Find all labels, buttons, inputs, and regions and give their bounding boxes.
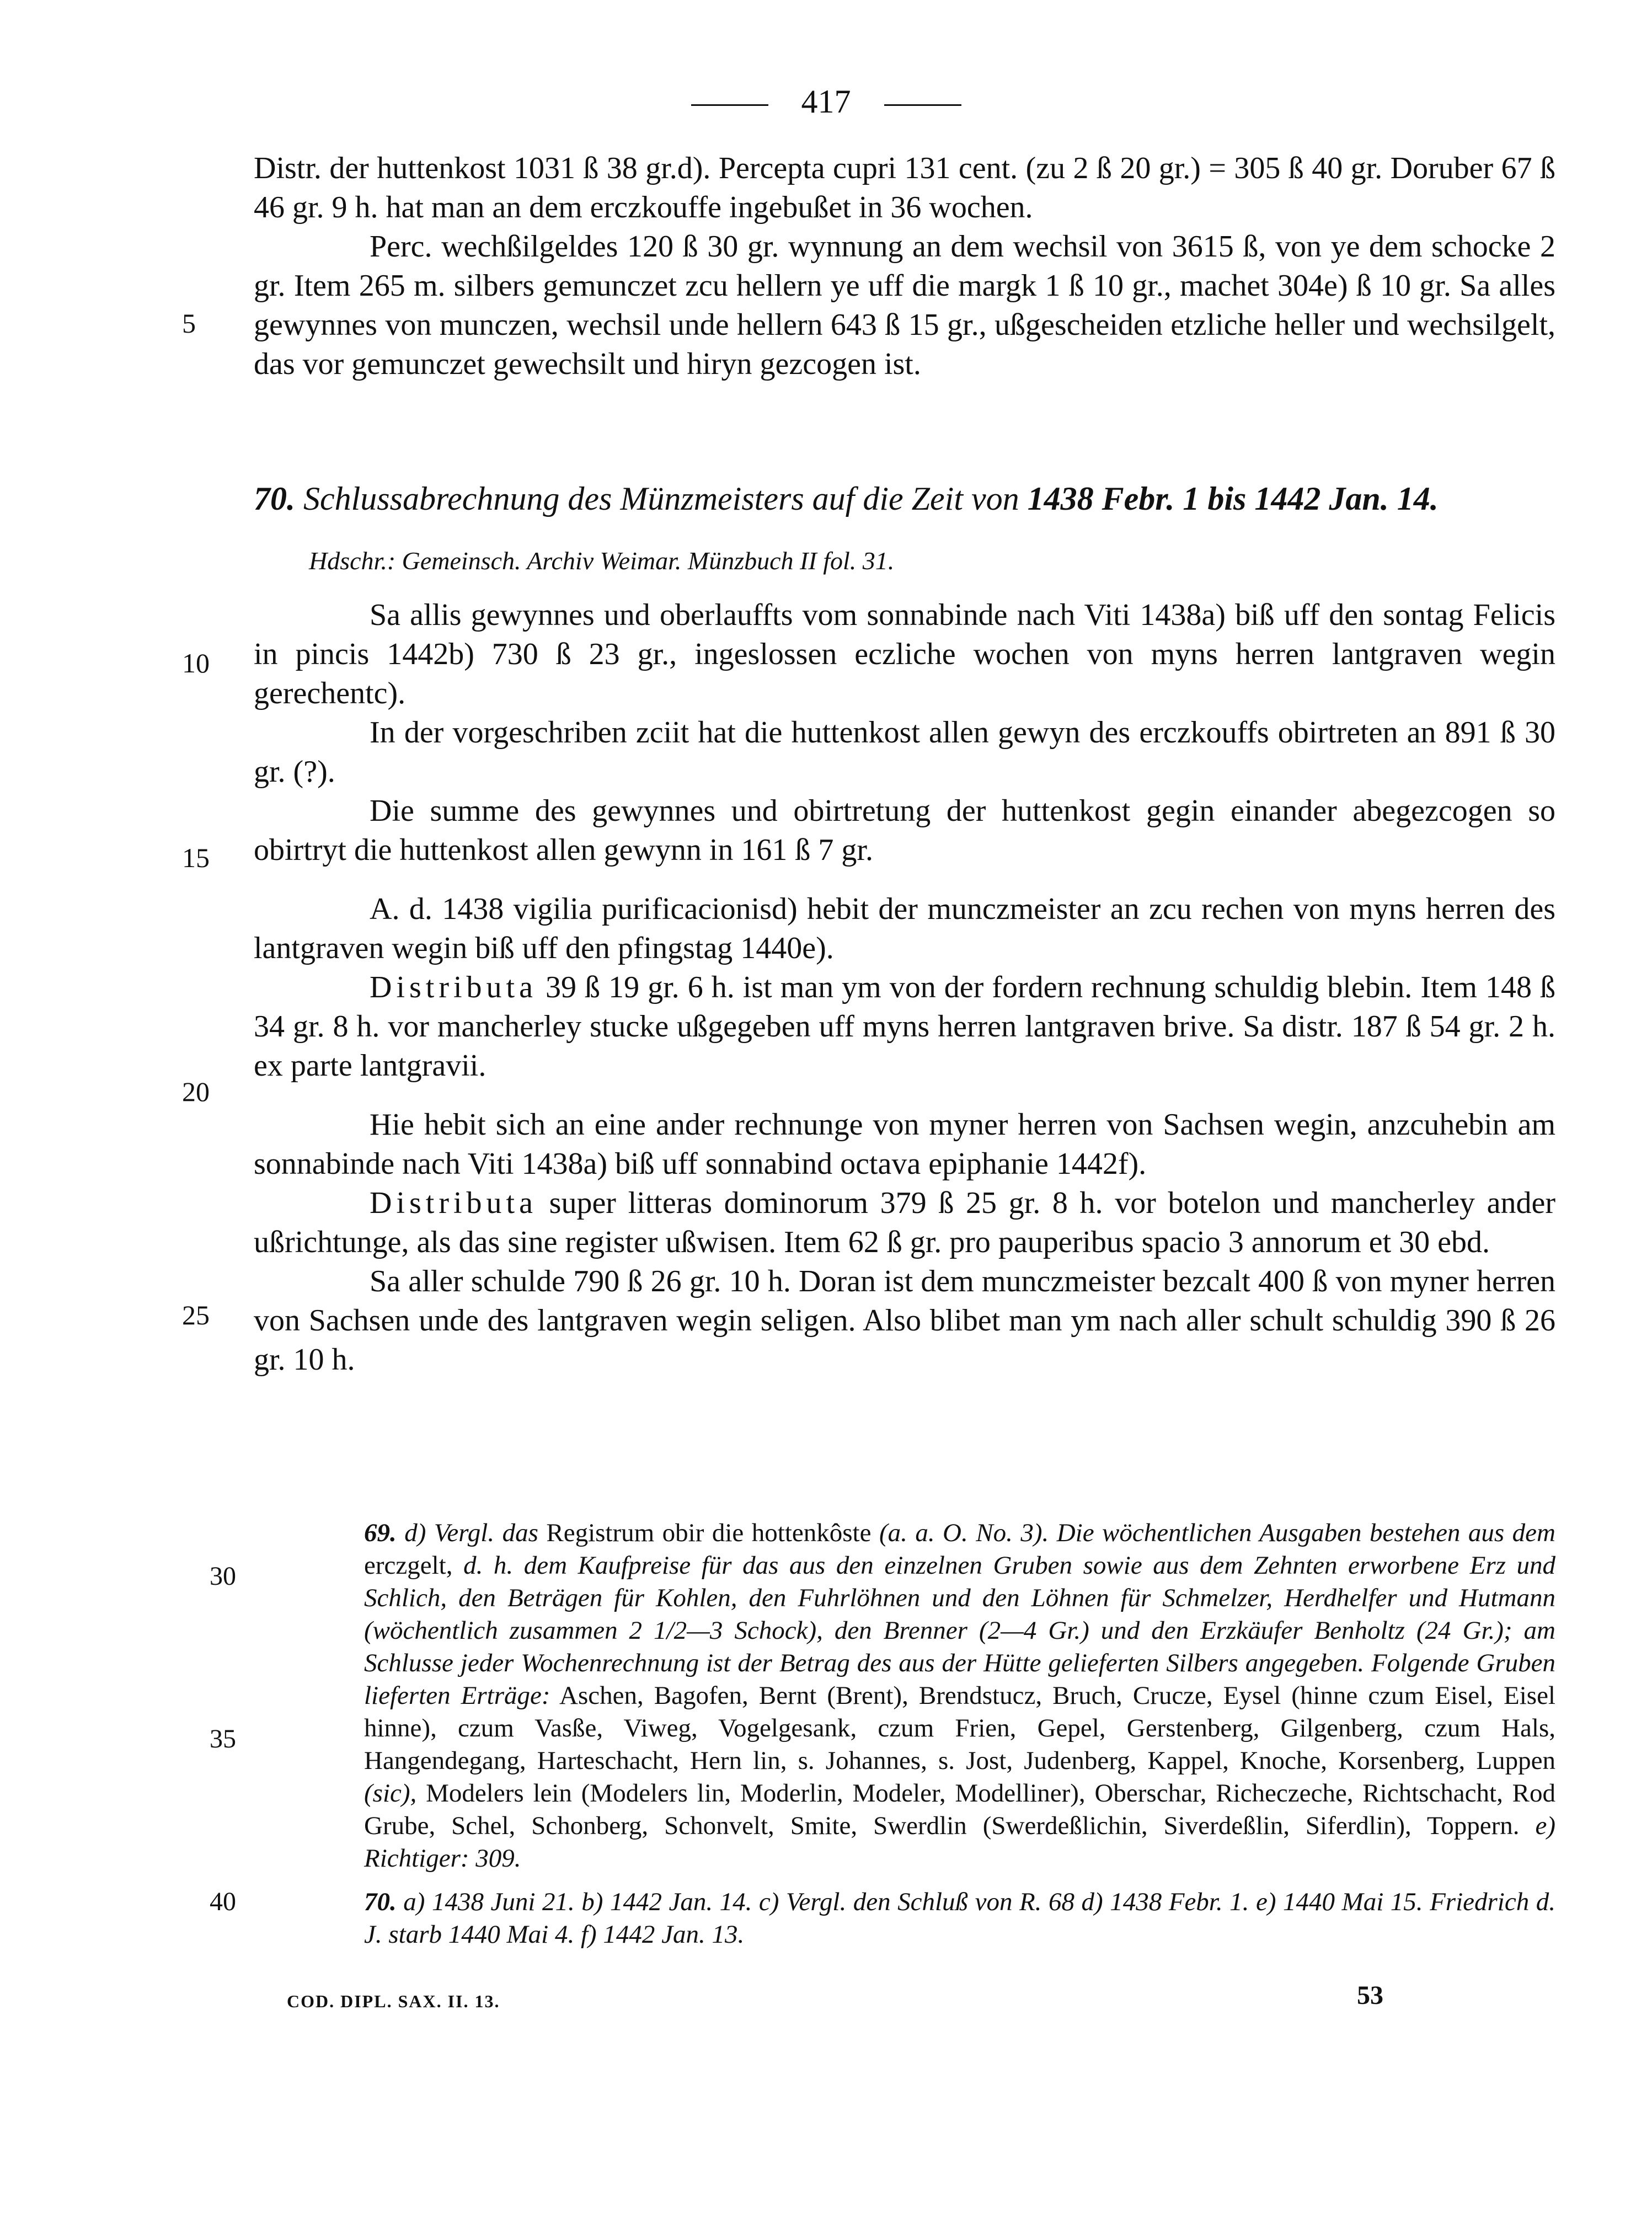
line-number: 20 [182, 1076, 210, 1107]
note-line-number: 40 [210, 1887, 236, 1916]
page-number: 417 [801, 83, 851, 120]
entry-number: 70. [254, 480, 295, 517]
entry-title-dates: 1438 Febr. 1 bis 1442 Jan. 14. [1027, 480, 1439, 517]
entry-paragraph-3: Die summe des gewynnes und obirtretung der huttenkost gegin einander abegezcogen so obirtryt die huttenkost allen gewynn in 161 ß 7 gr. [254, 794, 1555, 867]
manuscript-source: Hdschr.: Gemeinsch. Archiv Weimar. Münzbuch II fol. 31. [309, 547, 895, 575]
series-title: COD. DIPL. SAX. II. 13. [287, 1991, 500, 2011]
footnote-70: 70. a) 1438 Juni 21. b) 1442 Jan. 14. c) Vergl. den Schluß von R. 68 d) 1438 Febr. 1. e) 1440 Mai 15. Friedrich d. J. starb 1440 Mai 4. f) 1442 Jan. 13. [364, 1888, 1555, 1949]
line-number: 5 [182, 308, 196, 339]
line-number: 25 [182, 1300, 210, 1330]
entry-title-text: Schlussabrechnung des Münzmeisters auf die Zeit von [303, 480, 1019, 517]
footnote-number: 69. [364, 1519, 397, 1547]
note-line-number: 30 [210, 1562, 236, 1591]
entry-paragraph-2: In der vorgeschriben zciit hat die huttenkost allen gewyn des erczkouffs obirtreten an 891 ß 30 gr. (?). [254, 715, 1555, 789]
header-rule-left [691, 104, 768, 106]
entry-paragraph-4: A. d. 1438 vigilia purificacionisd) hebit der munczmeister an zcu rechen von myns herren des lantgraven wegin biß uff den pfingstag 1440e). [254, 892, 1555, 965]
distributa-label: Distributa [370, 970, 537, 1004]
footnote-number: 70. [364, 1888, 397, 1916]
footnote-69: 69. d) Vergl. das Registrum obir die hottenkôste (a. a. O. No. 3). Die wöchentlichen Ausgaben bestehen aus dem erczgelt, d. h. dem Kaufpreise für das aus den einzelnen Gruben sowie aus dem Zehnten erworbene Erz und Schlich, den Beträgen für Kohlen, den Fuhrlöhnen und den Löhnen für Schmelzer, Herdhelfer und Hutmann (wöchentlich zusammen 2 1/2—3 Schock), den Brenner (2—4 Gr.) und den Erzkäufer Benholtz (24 Gr.); am Schlusse jeder Wochenrechnung ist der Betrag des aus der Hütte gelieferten Silbers angegeben. Folgende Gruben lieferten Erträge: Aschen, Bagofen, Bernt (Brent), Brendstucz, Bruch, Crucze, Eysel (hinne czum Eisel, Eisel hinne), czum Vasße, Viweg, Vogelgesank, czum Frien, Gepel, Gerstenberg, Gilgenberg, czum Hals, Hangendegang, Harteschacht, Hern lin, s. Johannes, s. Jost, Judenberg, Kappel, Knoche, Korsenberg, Luppen (sic), Modelers lein (Modelers lin, Moderlin, Modeler, Modelliner), Oberschar, Richeczeche, Richtschacht, Rod Grube, Schel, Schonberg, Schonvelt, Smite, Swerdlin (Swerdeßlichin, Siverdeßlin, Siferdlin), Toppern. e) Richtiger: 309. [364, 1519, 1556, 1873]
line-number: 15 [182, 842, 210, 873]
entry-paragraph-7-text: super litteras dominorum 379 ß 25 gr. 8 h. vor botelon und mancherley ander ußrichtunge, als das sine register ußwisen. Item 62 ß gr. pro pauperibus spacio 3 annorum et 30 ebd. [254, 1186, 1556, 1259]
continuation-paragraph-1: Distr. der huttenkost 1031 ß 38 gr.d). Percepta cupri 131 cent. (zu 2 ß 20 gr.) = 305 ß 40 gr. Doruber 67 ß 46 gr. 9 h. hat man an dem erczkouffe ingebußet in 36 wochen. [254, 151, 1555, 224]
footnotes [364, 1517, 1555, 1962]
continuation-text [254, 149, 1555, 384]
entry-paragraph-5 [254, 968, 1555, 1086]
entry-paragraph-8: Sa aller schulde 790 ß 26 gr. 10 h. Doran ist dem munczmeister bezcalt 400 ß von myner herren von Sachsen unde des lantgraven wegin seligen. Also blibet man ym nach aller schult schuldig 390 ß 26 gr. 10 h. [254, 1264, 1555, 1377]
distributa-label: Distributa [370, 1186, 537, 1220]
entry-body [254, 596, 1555, 1380]
entry-paragraph-7 [254, 1184, 1555, 1262]
entry-paragraph-1: Sa allis gewynnes und oberlauffts vom sonnabinde nach Viti 1438a) biß uff den sontag Felicis in pincis 1442b) 730 ß 23 gr., ingeslossen eczliche wochen von myns herren lantgraven wegin gerechentc). [254, 598, 1555, 710]
line-number: 10 [182, 648, 210, 678]
signature-mark: 53 [1357, 1981, 1383, 2010]
note-line-number: 35 [210, 1724, 236, 1754]
continuation-paragraph-2: Perc. wechßilgeldes 120 ß 30 gr. wynnung an dem wechsil von 3615 ß, von ye dem schocke 2 gr. Item 265 m. silbers gemunczet zcu hellern ye uff die margk 1 ß 10 gr., machet 304e) ß 10 gr. Sa alles gewynnes von munczen, wechsil unde hellern 643 ß 15 gr., ußgescheiden etzliche heller und wechsilgelt, das vor gemunczet gewechsilt und hiryn gezcogen ist. [254, 229, 1555, 381]
entry-title [254, 480, 1578, 518]
entry-paragraph-5-text: 39 ß 19 gr. 6 h. ist man ym von der fordern rechnung schuldig blebin. Item 148 ß 34 gr. 8 h. vor mancherley stucke ußgegeben uff myns herren lantgraven brive. Sa distr. 187 ß 54 gr. 2 h. ex parte lantgravii. [254, 970, 1555, 1083]
header-rule-right [884, 104, 961, 106]
entry-paragraph-6: Hie hebit sich an eine ander rechnunge von myner herren von Sachsen wegin, anzcuhebin am sonnabinde nach Viti 1438a) biß uff sonnabind octava epiphanie 1442f). [254, 1108, 1555, 1181]
page-header [0, 83, 1652, 121]
